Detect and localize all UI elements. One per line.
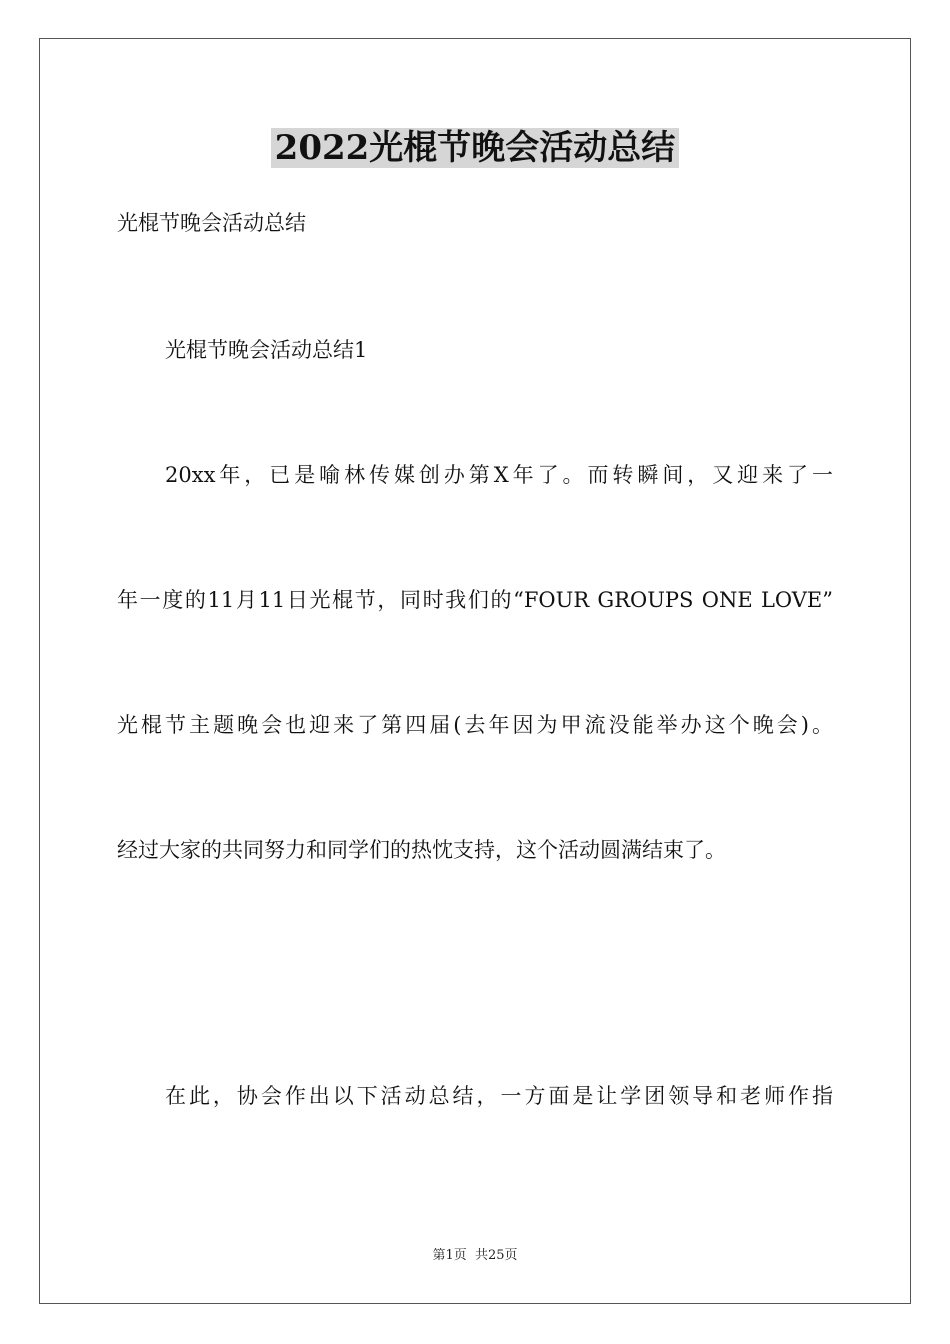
paragraph-line: 经过大家的共同努力和同学们的热忱支持，这个活动圆满结束了。 xyxy=(117,838,726,862)
document-title xyxy=(0,126,950,170)
document-subtitle: 光棍节晚会活动总结 xyxy=(117,211,306,235)
paragraph-line: 在此，协会作出以下活动总结，一方面是让学团领导和老师作指 xyxy=(165,1084,833,1108)
paragraph-line: 光棍节主题晚会也迎来了第四届(去年因为甲流没能举办这个晚会)。 xyxy=(117,713,833,737)
paragraph-line: 20xx年，已是喻林传媒创办第X年了。而转瞬间，又迎来了一 xyxy=(165,463,833,487)
page-number-footer: 第1页 共25页 xyxy=(432,1248,518,1263)
paragraph-line: 年一度的11月11日光棍节，同时我们的“FOUR GROUPS ONE LOVE” xyxy=(117,588,833,612)
document-title-text: 2022光棍节晚会活动总结 xyxy=(271,128,680,168)
section-heading: 光棍节晚会活动总结1 xyxy=(165,338,368,362)
